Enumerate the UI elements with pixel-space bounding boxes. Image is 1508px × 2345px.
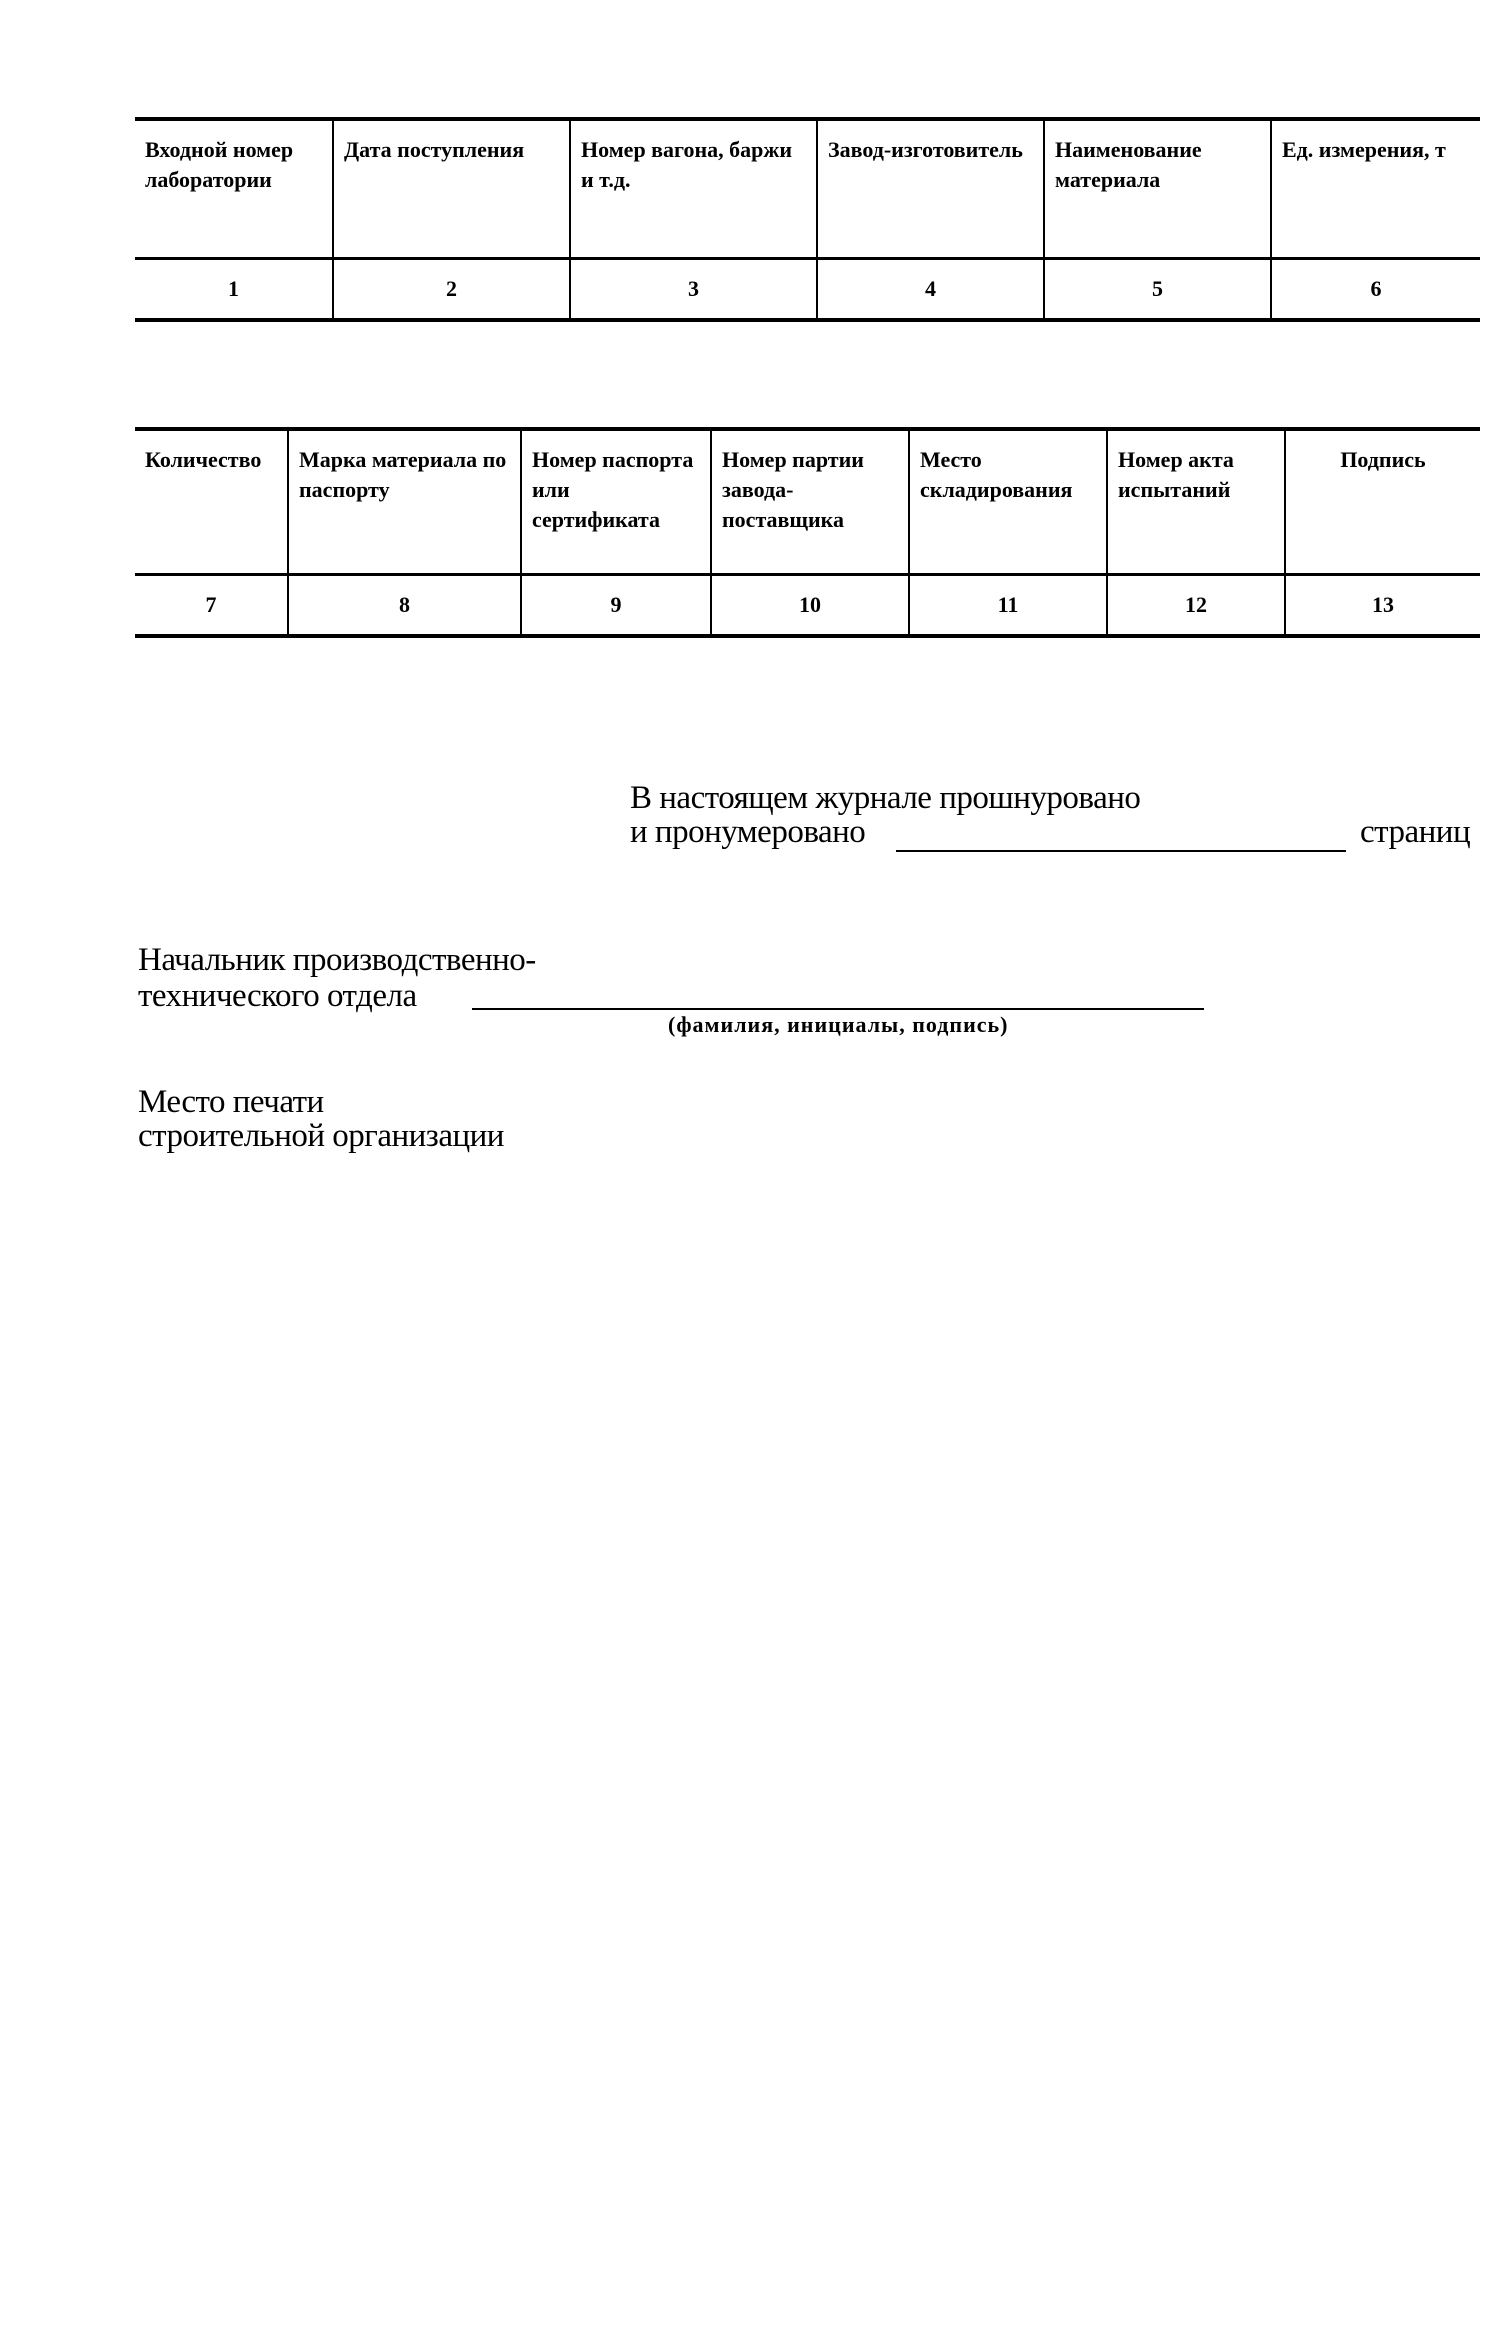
header-material-grade: Марка материала по паспорту [288,429,521,575]
table-header-row [135,429,1480,575]
column-number: 4 [817,259,1044,321]
stamp-place-line-2: строительной организации [138,1118,504,1154]
header-quantity: Количество [135,429,288,575]
column-number: 6 [1271,259,1480,321]
header-material-name: Наименование материала [1044,119,1271,259]
header-manufacturer: Завод-изготовитель [817,119,1044,259]
table-header-row [135,119,1480,259]
column-number: 10 [711,575,909,637]
binding-note-suffix: страниц [1360,814,1471,850]
header-batch-number: Номер партии завода-поставщика [711,429,909,575]
column-number: 2 [333,259,570,321]
column-number: 1 [135,259,333,321]
header-unit: Ед. измерения, т [1271,119,1480,259]
journal-table-columns-1-6 [135,117,1480,322]
header-signature: Подпись [1285,429,1480,575]
column-number: 5 [1044,259,1271,321]
chief-title-line-1: Начальник производственно- [138,942,536,978]
column-number: 3 [570,259,817,321]
binding-note-line-2: и пронумеровано [630,814,866,850]
column-number: 9 [521,575,711,637]
signature-caption: (фамилия, инициалы, подпись) [668,1012,1009,1037]
column-number: 12 [1107,575,1285,637]
column-number: 13 [1285,575,1480,637]
journal-table-columns-7-13 [135,427,1480,638]
column-number-row [135,575,1480,637]
column-number: 8 [288,575,521,637]
header-passport-number: Номер паспорта или сертификата [521,429,711,575]
header-test-report-number: Номер акта испытаний [1107,429,1285,575]
header-wagon-number: Номер вагона, баржи и т.д. [570,119,817,259]
column-number: 11 [909,575,1107,637]
header-storage-place: Место складирования [909,429,1107,575]
binding-note-line-1: В настоящем журнале прошнуровано [630,780,1141,816]
stamp-place-line-1: Место печати [138,1084,324,1120]
chief-signature-blank-line [472,1008,1204,1010]
column-number: 7 [135,575,288,637]
page-count-blank-line [896,850,1346,852]
header-lab-input-number: Входной номер лаборатории [135,119,333,259]
chief-title-line-2: технического отдела [138,978,417,1014]
header-arrival-date: Дата поступления [333,119,570,259]
column-number-row [135,259,1480,321]
